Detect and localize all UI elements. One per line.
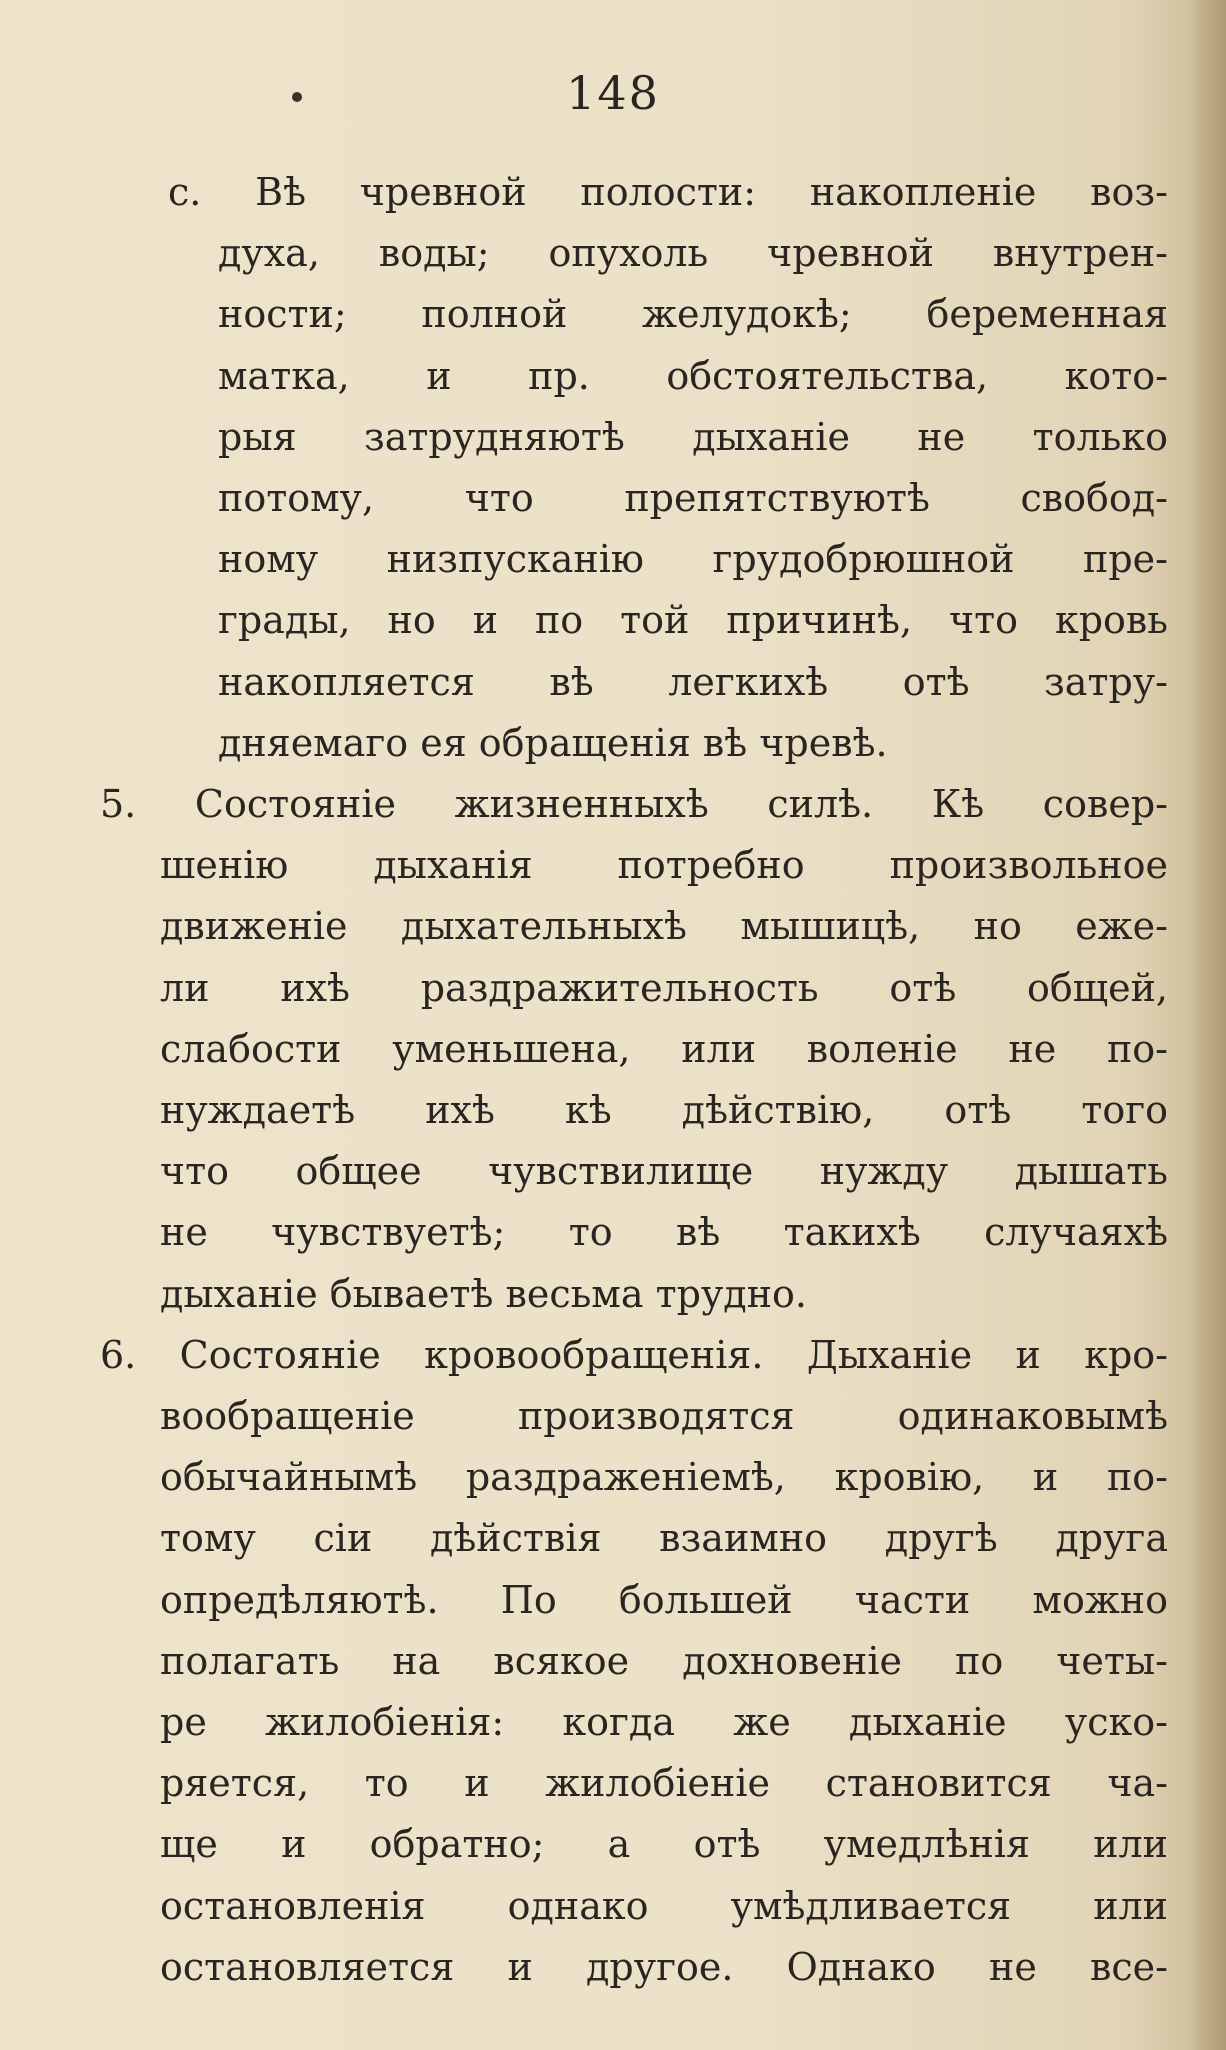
page-edge-shadow xyxy=(1186,0,1226,2050)
text-line: ре жилобіенія: когда же дыханіе уско- xyxy=(160,1700,1168,1744)
text-line: ще и обратно; а отѣ умедлѣнія или xyxy=(160,1822,1168,1867)
text-line: тому сіи дѣйствія взаимно другѣ друга xyxy=(160,1516,1168,1561)
text-line: не чувствуетѣ; то вѣ такихѣ случаяхѣ xyxy=(160,1210,1168,1255)
text-line: 5. Состояніе жизненныхѣ силѣ. Кѣ совер- xyxy=(100,782,1168,826)
text-line: рыя затрудняютѣ дыханіе не только xyxy=(218,414,1168,459)
text-line: ности; полной желудокѣ; беременная xyxy=(218,292,1168,337)
text-line: движеніе дыхательныхѣ мышицѣ, но еже- xyxy=(160,904,1168,949)
text-line: ряется, то и жилобіеніе становится ча- xyxy=(160,1761,1168,1806)
text-line: что общее чувствилище нужду дышать xyxy=(160,1149,1168,1194)
text-line: обычайнымѣ раздраженіемѣ, кровію, и по- xyxy=(160,1455,1168,1500)
text-line: вообращеніе производятся одинаковымѣ xyxy=(160,1394,1168,1438)
text-line: ному низпусканію грудобрюшной пре- xyxy=(218,537,1168,582)
text-line: с. Вѣ чревной полости: накопленіе воз- xyxy=(168,170,1168,214)
text-line: шенію дыханія потребно произвольное xyxy=(160,843,1168,888)
text-line: остановленія однако умѣдливается или xyxy=(160,1883,1168,1928)
text-line: остановляется и другое. Однако не все- xyxy=(160,1944,1168,1989)
text-line: духа, воды; опухоль чревной внутрен- xyxy=(218,231,1168,276)
text-line: дыханіе бываетѣ весьма трудно. xyxy=(160,1271,807,1316)
text-line: слабости уменьшена, или воленіе не по- xyxy=(160,1026,1168,1071)
text-line: нуждаетѣ ихѣ кѣ дѣйствію, отѣ того xyxy=(160,1088,1168,1132)
text-line: матка, и пр. обстоятельства, кото- xyxy=(218,353,1168,398)
text-line: 6. Состояніе кровообращенія. Дыханіе и кро- xyxy=(100,1332,1168,1377)
text-line: дняемаго ея обращенія вѣ чревѣ. xyxy=(218,720,888,765)
text-line: опредѣляютѣ. По большей части можно xyxy=(160,1577,1168,1622)
text-line: ли ихѣ раздражительность отѣ общей, xyxy=(160,965,1168,1010)
page-number: 148 xyxy=(566,66,660,120)
text-line: полагать на всякое дохновеніе по четы- xyxy=(160,1638,1168,1683)
text-line: потому, что препятствуютѣ свобод- xyxy=(218,476,1168,520)
text-line: накопляется вѣ легкихѣ отѣ затру- xyxy=(218,659,1168,704)
text-line: грады, но и по той причинѣ, что кровь xyxy=(218,598,1168,643)
